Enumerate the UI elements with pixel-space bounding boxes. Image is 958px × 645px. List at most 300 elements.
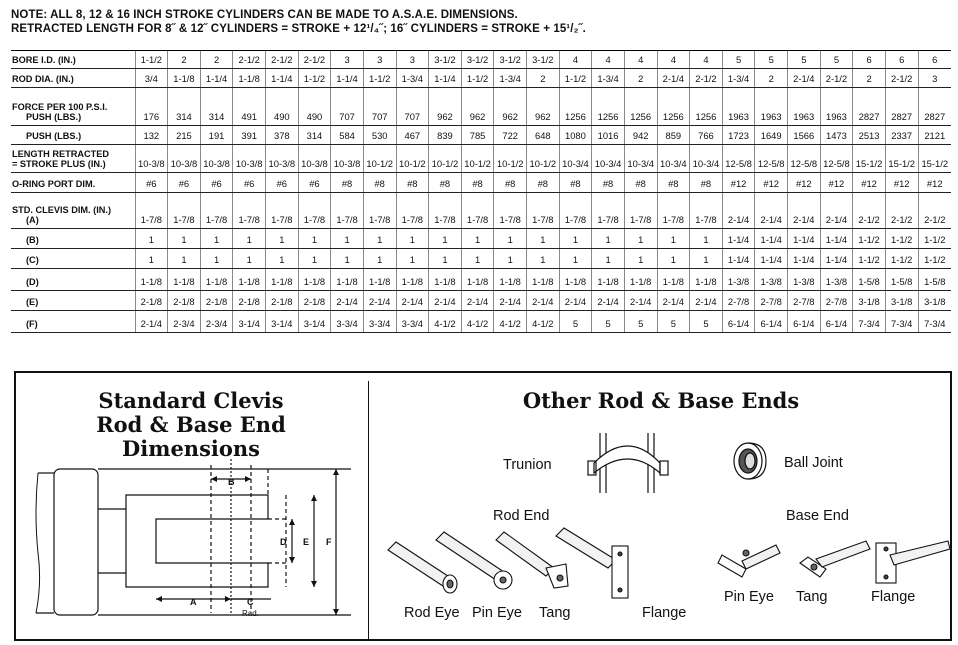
- row-label: [11, 51, 135, 69]
- row-label: [11, 311, 135, 333]
- table-cell: 3: [918, 69, 951, 88]
- table-cell: 1-7/8: [624, 193, 657, 229]
- table-cell: 10-1/2: [527, 145, 560, 173]
- table-cell: 2-1/8: [298, 291, 331, 311]
- table-cell: 1-3/4: [494, 69, 527, 88]
- table-cell: 1-1/4: [266, 69, 299, 88]
- table-cell: 1-1/4: [755, 249, 788, 269]
- table-cell: 2-1/8: [266, 291, 299, 311]
- table-cell: 1: [331, 229, 364, 249]
- table-cell: 1-3/8: [755, 269, 788, 291]
- row-label-sub: PUSH (LBS.): [26, 112, 82, 122]
- row-label-sub: (F): [26, 319, 38, 329]
- table-cell: 1-1/8: [168, 269, 201, 291]
- table-cell: 722: [494, 126, 527, 145]
- table-cell: 1: [298, 249, 331, 269]
- table-cell: 1-7/8: [396, 193, 429, 229]
- table-cell: 2: [527, 69, 560, 88]
- table-cell: 378: [266, 126, 299, 145]
- table-cell: 2-1/4: [788, 69, 821, 88]
- table-cell: 1-7/8: [266, 193, 299, 229]
- table-cell: 785: [461, 126, 494, 145]
- table-cell: 1256: [657, 88, 690, 126]
- table-cell: #8: [657, 173, 690, 193]
- table-cell: 1: [494, 229, 527, 249]
- table-cell: 1-1/8: [461, 269, 494, 291]
- table-cell: 3-1/8: [853, 291, 886, 311]
- rod-end-drawings: [386, 528, 676, 608]
- table-cell: 1-1/8: [266, 269, 299, 291]
- table-cell: 10-1/2: [363, 145, 396, 173]
- table-cell: 962: [494, 88, 527, 126]
- base-end-label: Base End: [786, 508, 849, 524]
- table-cell: 2-1/2: [918, 193, 951, 229]
- table-cell: 3-3/4: [331, 311, 364, 333]
- row-label-sub: PUSH (LBS.): [26, 131, 82, 141]
- table-cell: 4-1/2: [429, 311, 462, 333]
- table-cell: 10-3/8: [168, 145, 201, 173]
- table-cell: 7-3/4: [918, 311, 951, 333]
- table-cell: 2-1/8: [168, 291, 201, 311]
- table-cell: 391: [233, 126, 266, 145]
- table-cell: 1963: [722, 88, 755, 126]
- table-cell: 3: [396, 51, 429, 69]
- table-cell: 1-7/8: [690, 193, 723, 229]
- table-cell: 942: [624, 126, 657, 145]
- dim-c-label: C: [247, 597, 254, 607]
- table-cell: 1-1/8: [233, 269, 266, 291]
- table-cell: 2-1/8: [233, 291, 266, 311]
- table-cell: 1: [429, 249, 462, 269]
- table-cell: 10-3/8: [266, 145, 299, 173]
- table-cell: 2-1/2: [298, 51, 331, 69]
- row-label-main: FORCE PER 100 P.S.I.: [12, 102, 108, 112]
- table-cell: 10-1/2: [494, 145, 527, 173]
- table-cell: 1: [657, 249, 690, 269]
- table-row: [11, 193, 951, 229]
- table-cell: 648: [527, 126, 560, 145]
- table-cell: 3-1/4: [266, 311, 299, 333]
- table-cell: 4: [657, 51, 690, 69]
- table-cell: 1-7/8: [363, 193, 396, 229]
- table-cell: 1-1/4: [331, 69, 364, 88]
- clevis-title-line-1: Standard Clevis: [98, 388, 284, 413]
- row-label-sub: (C): [26, 255, 39, 265]
- table-cell: 2: [200, 51, 233, 69]
- table-cell: 1-1/8: [592, 269, 625, 291]
- table-cell: 6-1/4: [788, 311, 821, 333]
- table-cell: 1: [396, 229, 429, 249]
- table-cell: 176: [135, 88, 168, 126]
- table-cell: 1-1/8: [527, 269, 560, 291]
- table-cell: 2-1/2: [820, 69, 853, 88]
- table-cell: 2-1/2: [690, 69, 723, 88]
- table-cell: 4: [592, 51, 625, 69]
- table-cell: 1649: [755, 126, 788, 145]
- table-cell: 4: [690, 51, 723, 69]
- row-label-main: STD. CLEVIS DIM. (IN.): [12, 205, 112, 215]
- table-cell: 1: [135, 229, 168, 249]
- table-cell: 4-1/2: [494, 311, 527, 333]
- row-label-sub: (B): [26, 235, 39, 245]
- table-row: [11, 145, 951, 173]
- row-label-main: O-RING PORT DIM.: [12, 179, 96, 189]
- note-line-2: RETRACTED LENGTH FOR 8˝ & 12˝ CYLINDERS = STROKE + 12¹/₄˝; 16˝ CYLINDERS = STROKE + 15¹/₂˝.: [11, 23, 586, 35]
- table-cell: 3-1/2: [494, 51, 527, 69]
- table-cell: 2-7/8: [755, 291, 788, 311]
- table-cell: 1-7/8: [592, 193, 625, 229]
- table-cell: 7-3/4: [853, 311, 886, 333]
- table-cell: 1-1/2: [298, 69, 331, 88]
- table-cell: 4: [559, 51, 592, 69]
- table-cell: 3-1/8: [918, 291, 951, 311]
- row-label-main: LENGTH RETRACTED: [12, 149, 109, 159]
- table-cell: 1: [592, 249, 625, 269]
- table-cell: 1963: [788, 88, 821, 126]
- table-cell: 10-3/8: [200, 145, 233, 173]
- row-label: [11, 269, 135, 291]
- dim-a-label: A: [190, 597, 197, 607]
- row-label: [11, 291, 135, 311]
- table-cell: 1-5/8: [918, 269, 951, 291]
- table-cell: 2-3/4: [168, 311, 201, 333]
- table-cell: 1: [233, 249, 266, 269]
- table-cell: 491: [233, 88, 266, 126]
- table-cell: 1-1/2: [918, 229, 951, 249]
- table-cell: 1-7/8: [135, 193, 168, 229]
- note-line-1: NOTE: ALL 8, 12 & 16 INCH STROKE CYLINDERS CAN BE MADE TO A.S.A.E. DIMENSIONS.: [11, 9, 518, 21]
- table-cell: 2-1/4: [135, 311, 168, 333]
- table-cell: 1-7/8: [200, 193, 233, 229]
- table-cell: 4: [624, 51, 657, 69]
- table-cell: 1: [331, 249, 364, 269]
- table-cell: 1-1/2: [885, 249, 918, 269]
- table-cell: 1-1/2: [363, 69, 396, 88]
- base-pin-eye-label: Pin Eye: [724, 589, 774, 605]
- table-cell: 1-1/2: [885, 229, 918, 249]
- table-cell: 2-1/4: [396, 291, 429, 311]
- table-cell: #8: [494, 173, 527, 193]
- table-cell: 2-3/4: [200, 311, 233, 333]
- table-cell: #8: [331, 173, 364, 193]
- table-cell: #8: [690, 173, 723, 193]
- table-cell: 10-3/8: [331, 145, 364, 173]
- table-cell: 6: [853, 51, 886, 69]
- table-cell: 4-1/2: [461, 311, 494, 333]
- table-cell: 1-3/8: [820, 269, 853, 291]
- table-cell: #12: [820, 173, 853, 193]
- table-cell: 2-1/4: [429, 291, 462, 311]
- table-cell: 2-7/8: [820, 291, 853, 311]
- table-cell: 839: [429, 126, 462, 145]
- table-cell: 2-1/4: [527, 291, 560, 311]
- rod-eye-label: Rod Eye: [404, 605, 460, 621]
- table-cell: 1-5/8: [885, 269, 918, 291]
- table-cell: 1: [657, 229, 690, 249]
- table-cell: 1-1/8: [494, 269, 527, 291]
- table-cell: 1: [559, 249, 592, 269]
- table-cell: 5: [592, 311, 625, 333]
- row-label: [11, 145, 135, 173]
- rod-end-label: Rod End: [493, 508, 550, 524]
- clevis-title-line-3: Dimensions: [122, 436, 260, 461]
- table-cell: 12-5/8: [755, 145, 788, 173]
- table-cell: 10-3/8: [233, 145, 266, 173]
- table-cell: 1-3/8: [788, 269, 821, 291]
- table-cell: 10-3/4: [690, 145, 723, 173]
- table-cell: 191: [200, 126, 233, 145]
- table-cell: 1: [266, 229, 299, 249]
- base-end-drawings: [716, 533, 952, 593]
- table-cell: 1-1/8: [200, 269, 233, 291]
- table-cell: 1: [363, 249, 396, 269]
- table-row: [11, 126, 951, 145]
- table-cell: 1-3/8: [722, 269, 755, 291]
- table-cell: 2-1/2: [233, 51, 266, 69]
- table-cell: 1-7/8: [331, 193, 364, 229]
- trunion-label: Trunion: [503, 457, 552, 473]
- table-cell: 1-1/4: [755, 229, 788, 249]
- table-cell: 1: [396, 249, 429, 269]
- table-cell: 1-7/8: [168, 193, 201, 229]
- table-cell: #6: [168, 173, 201, 193]
- table-cell: 1: [494, 249, 527, 269]
- table-cell: 1: [559, 229, 592, 249]
- table-cell: #12: [788, 173, 821, 193]
- table-cell: 5: [755, 51, 788, 69]
- table-cell: 1: [135, 249, 168, 269]
- table-cell: 2-1/4: [494, 291, 527, 311]
- table-cell: 1-1/8: [396, 269, 429, 291]
- table-cell: 1-1/8: [363, 269, 396, 291]
- table-cell: 2827: [885, 88, 918, 126]
- table-cell: 314: [298, 126, 331, 145]
- table-cell: 5: [820, 51, 853, 69]
- table-cell: 962: [461, 88, 494, 126]
- table-cell: 5: [690, 311, 723, 333]
- table-cell: 1: [298, 229, 331, 249]
- clevis-title-line-2: Rod & Base End: [96, 412, 286, 437]
- table-cell: 1-1/4: [429, 69, 462, 88]
- table-cell: #8: [396, 173, 429, 193]
- table-cell: 1: [266, 249, 299, 269]
- table-cell: 2-1/2: [885, 193, 918, 229]
- table-cell: 215: [168, 126, 201, 145]
- table-cell: 584: [331, 126, 364, 145]
- table-cell: 1: [168, 229, 201, 249]
- table-cell: 707: [331, 88, 364, 126]
- table-cell: 1: [429, 229, 462, 249]
- tang-label: Tang: [539, 605, 571, 621]
- table-cell: 1-1/8: [657, 269, 690, 291]
- table-cell: 6-1/4: [755, 311, 788, 333]
- table-cell: 2: [624, 69, 657, 88]
- table-cell: 1: [200, 249, 233, 269]
- table-cell: 12-5/8: [788, 145, 821, 173]
- table-cell: 1: [690, 249, 723, 269]
- table-cell: 15-1/2: [853, 145, 886, 173]
- row-label: [11, 193, 135, 229]
- table-cell: 2513: [853, 126, 886, 145]
- table-cell: 3-3/4: [396, 311, 429, 333]
- dim-e-label: E: [303, 537, 310, 547]
- table-cell: #8: [592, 173, 625, 193]
- table-cell: 1-1/2: [853, 249, 886, 269]
- table-cell: 1: [624, 249, 657, 269]
- table-cell: 1-1/2: [461, 69, 494, 88]
- spec-table: [11, 50, 951, 333]
- table-cell: 2121: [918, 126, 951, 145]
- table-cell: 1-1/4: [820, 229, 853, 249]
- base-tang-label: Tang: [796, 589, 828, 605]
- table-cell: 2-1/4: [722, 193, 755, 229]
- row-label-sub: (E): [26, 297, 39, 307]
- table-cell: 1-7/8: [429, 193, 462, 229]
- table-cell: #8: [363, 173, 396, 193]
- table-cell: 15-1/2: [918, 145, 951, 173]
- row-label-sub: (D): [26, 277, 39, 287]
- table-cell: 15-1/2: [885, 145, 918, 173]
- table-cell: 1: [168, 249, 201, 269]
- table-cell: 1-7/8: [461, 193, 494, 229]
- table-cell: 12-5/8: [820, 145, 853, 173]
- table-cell: 1: [624, 229, 657, 249]
- dim-f-label: F: [326, 537, 332, 547]
- table-cell: 6: [885, 51, 918, 69]
- table-cell: 2-1/4: [755, 193, 788, 229]
- row-label-main: BORE I.D. (IN.): [12, 55, 76, 65]
- table-row: [11, 173, 951, 193]
- ball-joint-icon: [726, 439, 776, 483]
- table-cell: 3-1/2: [429, 51, 462, 69]
- table-cell: 859: [657, 126, 690, 145]
- table-cell: #6: [135, 173, 168, 193]
- table-cell: 1-3/4: [722, 69, 755, 88]
- table-cell: 2: [168, 51, 201, 69]
- table-cell: #6: [266, 173, 299, 193]
- table-cell: 3/4: [135, 69, 168, 88]
- table-cell: 1-1/4: [722, 249, 755, 269]
- table-cell: 1-3/4: [396, 69, 429, 88]
- table-cell: #12: [755, 173, 788, 193]
- table-cell: 1256: [592, 88, 625, 126]
- table-cell: 1-7/8: [527, 193, 560, 229]
- table-cell: #8: [559, 173, 592, 193]
- row-label-sub: = STROKE PLUS (IN.): [12, 159, 106, 169]
- table-cell: 3-1/2: [461, 51, 494, 69]
- table-cell: 1-1/2: [135, 51, 168, 69]
- table-cell: 490: [298, 88, 331, 126]
- table-cell: 1-1/4: [788, 249, 821, 269]
- dim-b-label: B: [228, 477, 235, 487]
- table-cell: 1: [690, 229, 723, 249]
- table-cell: 1-1/4: [820, 249, 853, 269]
- table-cell: 2-1/4: [788, 193, 821, 229]
- table-cell: 1-3/4: [592, 69, 625, 88]
- table-cell: #8: [527, 173, 560, 193]
- other-ends-title: Other Rod & Base Ends: [522, 388, 800, 413]
- table-cell: 2: [755, 69, 788, 88]
- table-cell: 2-1/4: [657, 69, 690, 88]
- row-label: [11, 126, 135, 145]
- table-cell: #8: [461, 173, 494, 193]
- table-cell: 1-1/8: [429, 269, 462, 291]
- diagram-panel: [14, 371, 952, 641]
- table-row: [11, 88, 951, 126]
- table-cell: 10-3/4: [592, 145, 625, 173]
- table-cell: 2-1/4: [461, 291, 494, 311]
- table-cell: 2-1/8: [135, 291, 168, 311]
- row-label-sub: (A): [26, 215, 39, 225]
- table-cell: 1566: [788, 126, 821, 145]
- table-cell: 3: [363, 51, 396, 69]
- table-cell: 1-1/4: [722, 229, 755, 249]
- clevis-diagram: [16, 373, 368, 641]
- table-cell: 1: [200, 229, 233, 249]
- table-cell: 1: [363, 229, 396, 249]
- table-cell: 314: [200, 88, 233, 126]
- table-cell: 2-1/4: [624, 291, 657, 311]
- table-cell: 1-7/8: [494, 193, 527, 229]
- table-cell: 1-1/8: [298, 269, 331, 291]
- table-cell: #12: [885, 173, 918, 193]
- table-cell: 1-7/8: [298, 193, 331, 229]
- table-cell: 2337: [885, 126, 918, 145]
- table-cell: 5: [788, 51, 821, 69]
- table-cell: 2-7/8: [788, 291, 821, 311]
- ball-joint-label: Ball Joint: [784, 455, 843, 471]
- table-row: [11, 229, 951, 249]
- table-cell: 12-5/8: [722, 145, 755, 173]
- table-cell: 1256: [559, 88, 592, 126]
- table-cell: 1-7/8: [559, 193, 592, 229]
- table-cell: 490: [266, 88, 299, 126]
- table-cell: 2-1/8: [200, 291, 233, 311]
- table-cell: 5: [657, 311, 690, 333]
- table-row: [11, 311, 951, 333]
- table-row: [11, 69, 951, 88]
- table-cell: 1-1/8: [135, 269, 168, 291]
- table-cell: 5: [559, 311, 592, 333]
- table-cell: #12: [853, 173, 886, 193]
- table-cell: 10-1/2: [396, 145, 429, 173]
- table-cell: 1-1/8: [331, 269, 364, 291]
- table-cell: 1: [233, 229, 266, 249]
- table-cell: 1-1/2: [918, 249, 951, 269]
- table-cell: 7-3/4: [885, 311, 918, 333]
- table-cell: 132: [135, 126, 168, 145]
- table-cell: #6: [200, 173, 233, 193]
- table-cell: 530: [363, 126, 396, 145]
- table-cell: 3-3/4: [363, 311, 396, 333]
- row-label-main: ROD DIA. (IN.): [12, 74, 74, 84]
- table-cell: 1-1/8: [624, 269, 657, 291]
- table-cell: 4-1/2: [527, 311, 560, 333]
- table-cell: 2-1/4: [657, 291, 690, 311]
- table-cell: 1473: [820, 126, 853, 145]
- table-cell: 1: [527, 229, 560, 249]
- table-cell: 1963: [755, 88, 788, 126]
- table-cell: 1-7/8: [233, 193, 266, 229]
- table-cell: 2: [853, 69, 886, 88]
- table-cell: #12: [918, 173, 951, 193]
- note: [11, 8, 951, 36]
- table-cell: 2-1/2: [266, 51, 299, 69]
- table-cell: 1: [592, 229, 625, 249]
- table-cell: 2-1/4: [363, 291, 396, 311]
- table-cell: 766: [690, 126, 723, 145]
- table-cell: 5: [722, 51, 755, 69]
